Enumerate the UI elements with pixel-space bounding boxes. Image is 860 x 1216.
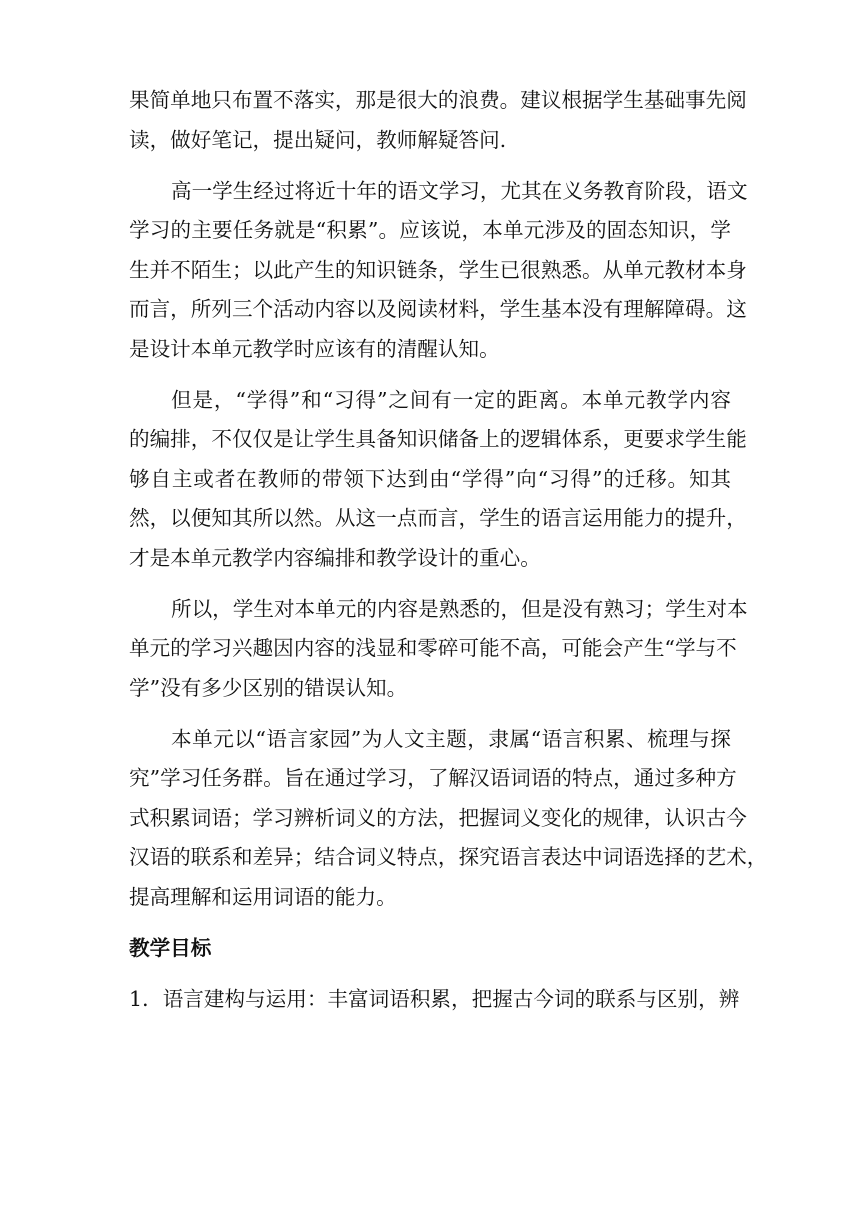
section-heading: 教学目标 — [129, 935, 212, 960]
paragraph-2 — [129, 172, 748, 370]
paragraph-1 — [129, 81, 747, 160]
text-line: 究”学习任务群。旨在通过学习，了解汉语词语的特点，通过多种方 — [129, 766, 737, 790]
text-line: 但是，“学得”和“习得”之间有一定的距离。本单元教学内容 — [171, 387, 731, 412]
text-line: 学习的主要任务就是“积累”。应该说，本单元涉及的固态知识，学 — [129, 218, 731, 242]
text-line: 生并不陌生；以此产生的知识链条，学生已很熟悉。从单元教材本身 — [129, 257, 747, 282]
paragraph-5 — [129, 720, 768, 918]
text-line: 汉语的联系和差异；结合词义特点，探究语言表达中词语选择的艺术， — [129, 845, 768, 869]
text-line: 而言，所列三个活动内容以及阅读材料，学生基本没有理解障碍。这 — [129, 297, 747, 321]
document-body — [129, 81, 768, 1019]
text-line: 果简单地只布置不落实，那是很大的浪费。建议根据学生基础事先阅 — [129, 88, 747, 112]
text-line: 式积累词语；学习辨析词义的方法，把握词义变化的规律，认识古今 — [129, 805, 747, 830]
text-line: 本单元以“语言家园”为人文主题，隶属“语言积累、梳理与探 — [171, 726, 731, 751]
text-line: 提高理解和运用词语的能力。 — [129, 884, 397, 909]
text-line: 读，做好笔记，提出疑问，教师解疑答问. — [129, 127, 507, 152]
text-line: 学”没有多少区别的错误认知。 — [129, 675, 408, 700]
text-line: 高一学生经过将近十年的语文学习，尤其在义务教育阶段，语文 — [171, 178, 748, 203]
text-line: 所以，学生对本单元的内容是熟悉的，但是没有熟习；学生对本 — [171, 596, 748, 621]
text-line: 才是本单元教学内容编排和教学设计的重心。 — [129, 545, 541, 570]
list-item: 1．语言建构与运用：丰富词语积累，把握古今词的联系与区别，辨 — [129, 986, 740, 1011]
text-line: 是设计本单元教学时应该有的清醒认知。 — [129, 336, 500, 361]
paragraph-3 — [129, 381, 747, 579]
text-line: 够自主或者在教师的带领下达到由“学得”向“习得”的迁移。知其 — [129, 466, 731, 491]
paragraph-4 — [129, 590, 748, 709]
text-line: 然，以便知其所以然。从这一点而言，学生的语言运用能力的提升， — [129, 506, 747, 530]
text-line: 的编排，不仅仅是让学生具备知识储备上的逻辑体系，更要求学生能 — [129, 427, 747, 451]
text-line: 单元的学习兴趣因内容的浅显和零碎可能不高，可能会产生“学与不 — [129, 636, 737, 660]
